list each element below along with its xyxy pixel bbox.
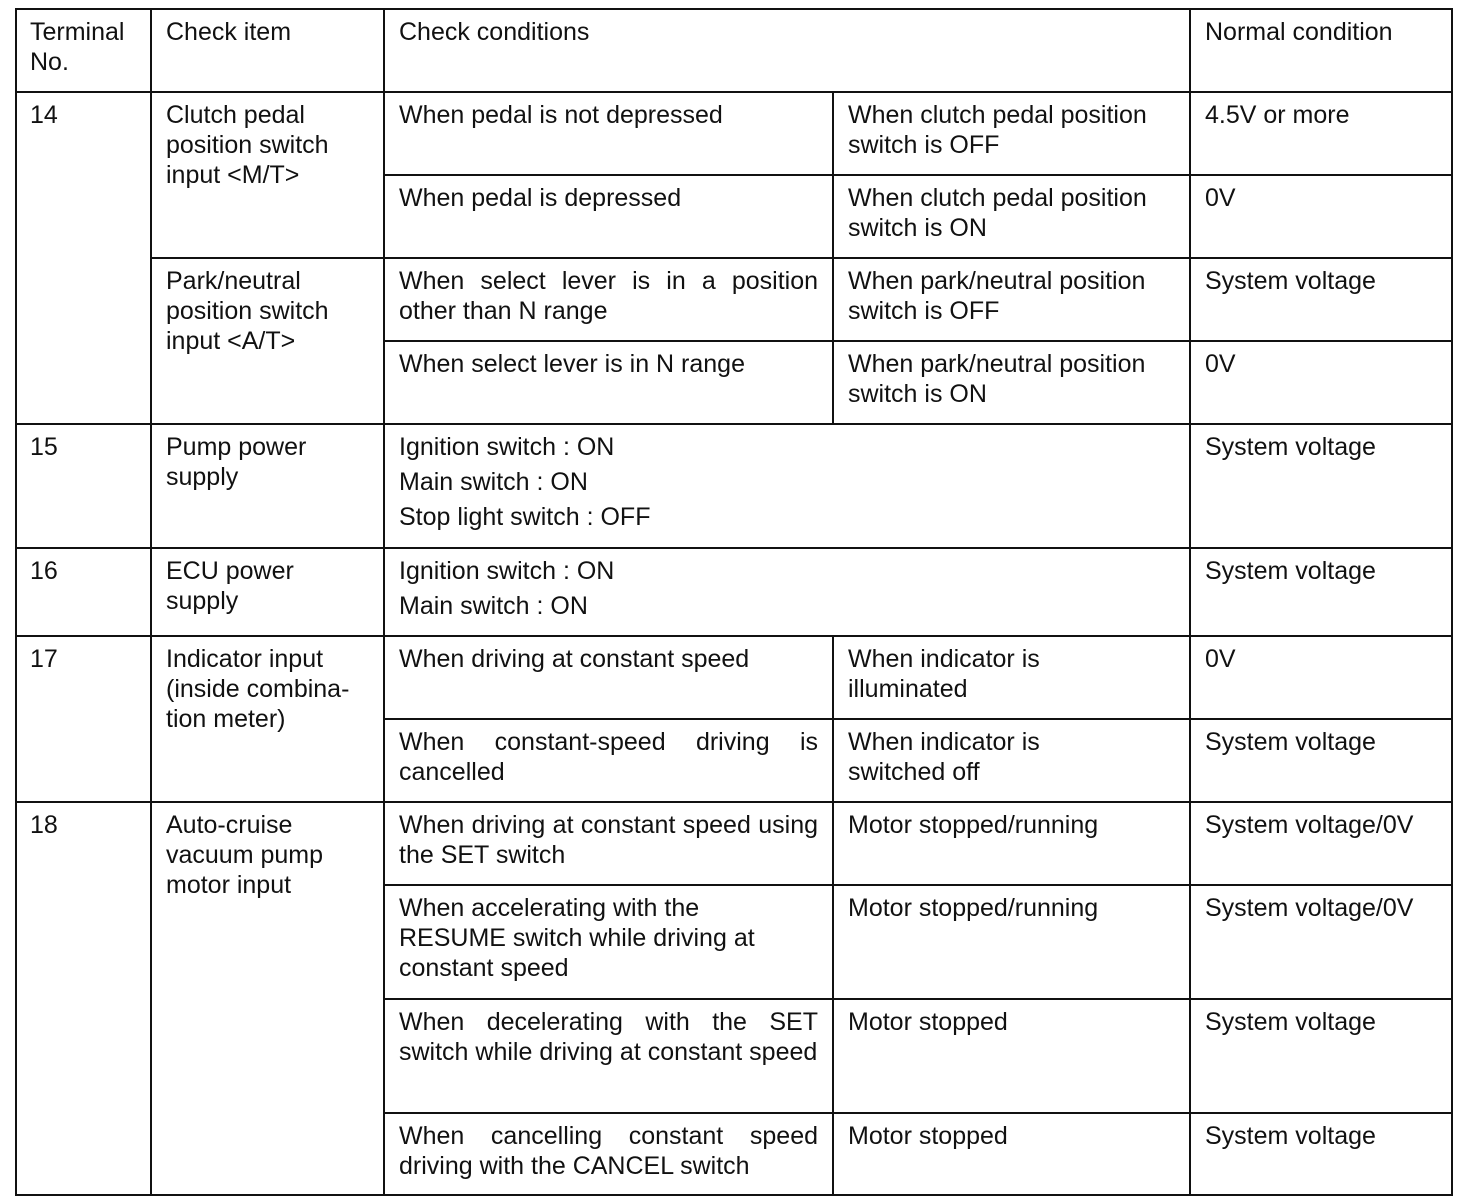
check-condition: Ignition switch : ON Main switch : ON (384, 548, 1190, 636)
switch-state: When park/neutral position switch is ON (833, 341, 1190, 424)
check-condition: When cancelling constant speed driving with the CANCEL switch (384, 1113, 833, 1195)
normal-condition: 0V (1190, 636, 1452, 719)
motor-state: Motor stopped/running (833, 885, 1190, 999)
terminal-14: 14 (16, 92, 151, 424)
check-condition: When select lever is in a position other than N range (384, 258, 833, 341)
normal-condition: System voltage (1190, 719, 1452, 802)
normal-condition: 0V (1190, 341, 1452, 424)
terminal-15: 15 (16, 424, 151, 548)
motor-state: Motor stopped (833, 999, 1190, 1113)
table-row (16, 548, 1452, 636)
switch-state: When indicator is switched off (833, 719, 1190, 802)
table-row (16, 636, 1452, 719)
check-condition: When driving at constant speed using the SET switch (384, 802, 833, 885)
normal-condition: System voltage (1190, 258, 1452, 341)
motor-state: Motor stopped/running (833, 802, 1190, 885)
header-terminal-no: Terminal No. (16, 9, 151, 92)
check-item-vacuum-pump-motor: Auto-cruise vacuum pump motor input (151, 802, 384, 1195)
switch-state: When clutch pedal position switch is ON (833, 175, 1190, 258)
check-item-clutch-pedal-switch: Clutch pedal position switch input <M/T> (151, 92, 384, 258)
normal-condition: System voltage/0V (1190, 802, 1452, 885)
check-condition: Ignition switch : ON Main switch : ON Stop light switch : OFF (384, 424, 1190, 548)
normal-condition: System voltage/0V (1190, 885, 1452, 999)
switch-state: When park/neutral position switch is OFF (833, 258, 1190, 341)
terminal-16: 16 (16, 548, 151, 636)
header-check-item: Check item (151, 9, 384, 92)
check-condition: When decelerating with the SET switch while driving at constant speed (384, 999, 833, 1113)
motor-state: Motor stopped (833, 1113, 1190, 1195)
document (15, 8, 1453, 1196)
check-item-pump-power-supply: Pump power supply (151, 424, 384, 548)
check-item-park-neutral-switch: Park/neutral position switch input <A/T> (151, 258, 384, 424)
check-condition: When pedal is not depressed (384, 92, 833, 175)
check-condition: When accelerating with the RESUME switch while driving at constant speed (384, 885, 833, 999)
check-table (15, 8, 1453, 1196)
normal-condition: 4.5V or more (1190, 92, 1452, 175)
terminal-17: 17 (16, 636, 151, 802)
check-condition: When select lever is in N range (384, 341, 833, 424)
normal-condition: System voltage (1190, 424, 1452, 548)
table-row (16, 92, 1452, 175)
normal-condition: System voltage (1190, 1113, 1452, 1195)
table-row (16, 424, 1452, 548)
header-normal-condition: Normal condition (1190, 9, 1452, 92)
check-item-indicator-input: Indicator input (inside combina- tion meter) (151, 636, 384, 802)
check-condition: When driving at constant speed (384, 636, 833, 719)
normal-condition: System voltage (1190, 548, 1452, 636)
normal-condition: System voltage (1190, 999, 1452, 1113)
table-row (16, 802, 1452, 885)
header-check-conditions: Check conditions (384, 9, 1190, 92)
switch-state: When clutch pedal position switch is OFF (833, 92, 1190, 175)
switch-state: When indicator is illuminated (833, 636, 1190, 719)
table-row (16, 258, 1452, 341)
check-item-ecu-power-supply: ECU power supply (151, 548, 384, 636)
check-condition: When constant-speed driving is cancelled (384, 719, 833, 802)
normal-condition: 0V (1190, 175, 1452, 258)
check-condition: When pedal is depressed (384, 175, 833, 258)
terminal-18: 18 (16, 802, 151, 1195)
header-row (16, 9, 1452, 92)
